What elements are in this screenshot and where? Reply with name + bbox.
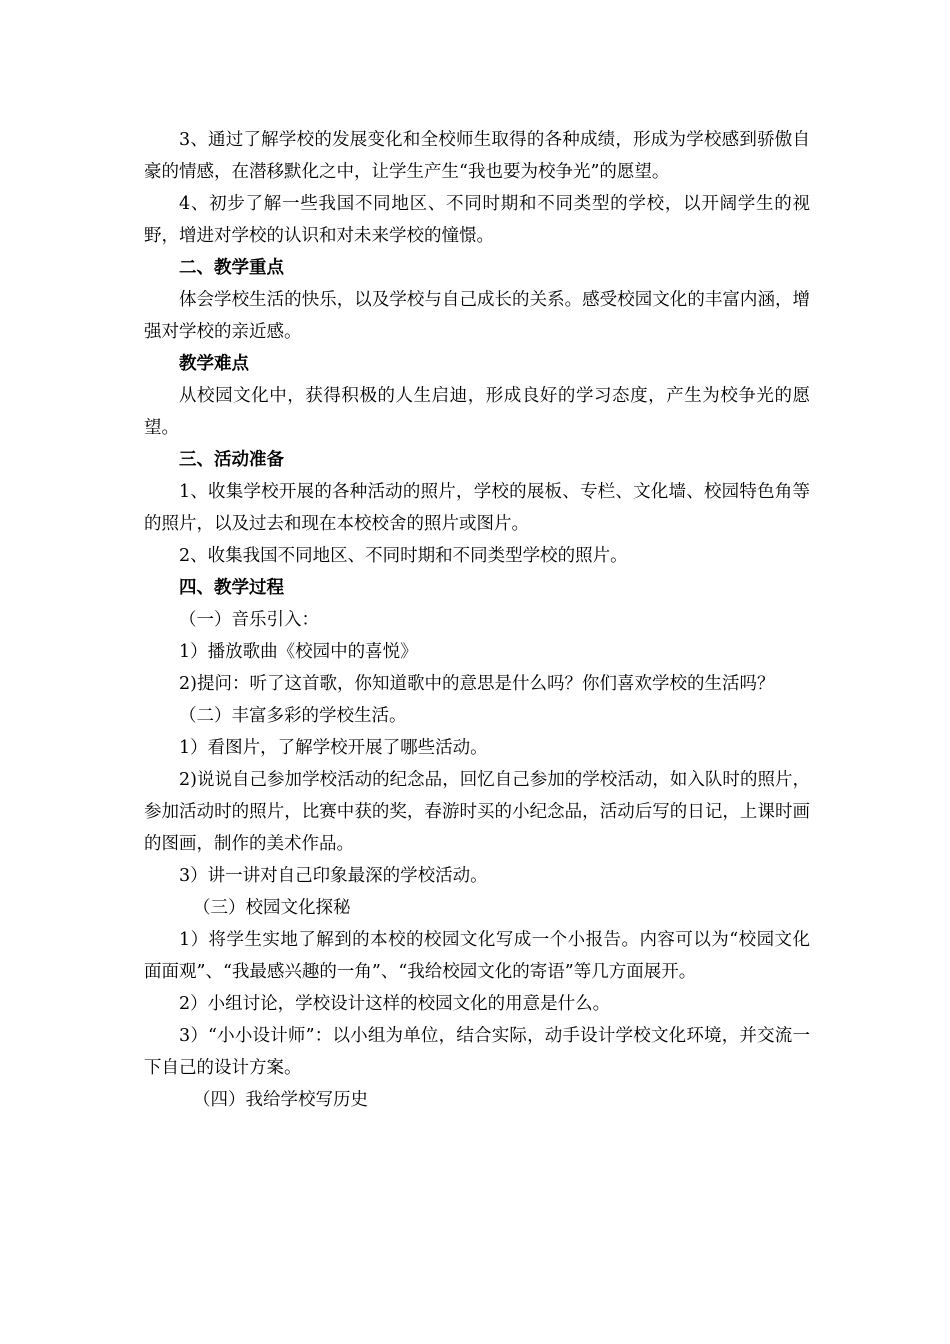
section-heading-preparation: 三、活动准备 [179, 450, 284, 470]
goal-paragraph-4: 4、初步了解一些我国不同地区、不同时期和不同类型的学校，以开阔学生的视野，增进对学校的认识和对未来学校的憧憬。 [144, 194, 810, 246]
process-step-1-item-2: 2)提问：听了这首歌，你知道歌中的意思是什么吗？你们喜欢学校的生活吗？ [179, 674, 775, 694]
process-step-3-item-1: 1）将学生实地了解到的本校的校园文化写成一个小报告。内容可以为“校园文化面面观”、“我最感兴趣的一角”、“我给校园文化的寄语”等几方面展开。 [144, 930, 810, 982]
process-step-3-item-3: 3）“小小设计师”：以小组为单位，结合实际，动手设计学校文化环境，并交流一下自己的设计方案。 [144, 1026, 810, 1078]
preparation-item-1: 1、收集学校开展的各种活动的照片，学校的展板、专栏、文化墙、校园特色角等的照片，以及过去和现在本校校舍的照片或图片。 [144, 482, 810, 534]
process-step-2-item-1: 1）看图片，了解学校开展了哪些活动。 [179, 738, 488, 758]
section-heading-key-points: 二、教学重点 [179, 258, 284, 278]
goal-paragraph-3: 3、通过了解学校的发展变化和全校师生取得的各种成绩，形成为学校感到骄傲自豪的情感，在潜移默化之中，让学生产生“我也要为校争光”的愿望。 [144, 130, 810, 182]
process-step-3-item-2: 2）小组讨论，学校设计这样的校园文化的用意是什么。 [179, 994, 611, 1014]
preparation-item-2: 2、收集我国不同地区、不同时期和不同类型学校的照片。 [179, 546, 628, 566]
difficulties-paragraph: 从校园文化中，获得积极的人生启迪，形成良好的学习态度，产生为校争光的愿望。 [144, 386, 810, 438]
process-step-2-title: （二）丰富多彩的学校生活。 [179, 706, 407, 726]
section-heading-difficulties: 教学难点 [179, 354, 249, 374]
process-step-1-title: （一）音乐引入： [179, 610, 319, 630]
section-heading-process: 四、教学过程 [179, 578, 284, 598]
process-step-2-item-2: 2)说说自己参加学校活动的纪念品，回忆自己参加的学校活动，如入队时的照片，参加活动时的照片，比赛中获的奖，春游时买的小纪念品，活动后写的日记，上课时画的图画，制作的美术作品。 [144, 770, 810, 854]
document-body [144, 124, 810, 1116]
process-step-1-item-1: 1）播放歌曲《校园中的喜悦》 [179, 642, 418, 662]
process-step-2-item-3: 3）讲一讲对自己印象最深的学校活动。 [179, 866, 488, 886]
process-step-4-title: （四）我给学校写历史 [193, 1090, 368, 1110]
key-points-paragraph: 体会学校生活的快乐，以及学校与自己成长的关系。感受校园文化的丰富内涵，增强对学校的亲近感。 [144, 290, 810, 342]
process-step-3-title: （三）校园文化探秘 [193, 898, 351, 918]
